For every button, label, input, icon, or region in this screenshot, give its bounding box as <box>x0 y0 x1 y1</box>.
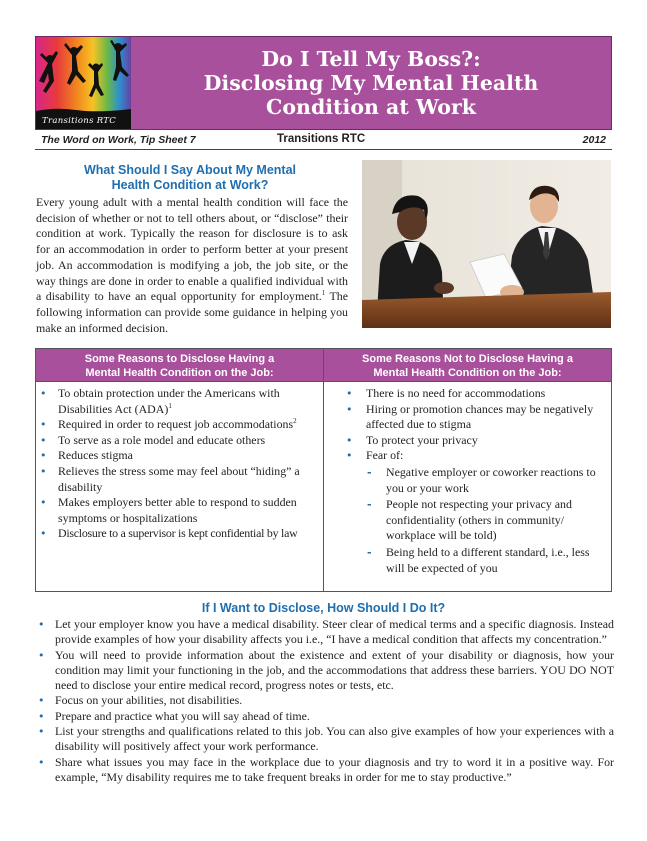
fear-sub-list <box>366 465 607 576</box>
list-item: • Let your employer know you have a medical disability. Steer clear of medical terms and a specific diagnosis. Instead provide examples of how your disability affects you i.e., “I have a medical condition that affects my concentration.” <box>55 617 614 648</box>
item-text: Relieves the stress some may feel about “hiding” a disability <box>58 463 300 494</box>
footnote-ref: 2 <box>293 417 297 426</box>
item-text: Fear of: <box>366 448 404 463</box>
page-title-line-2: Disclosing My Mental Health <box>203 71 539 95</box>
reasons-not-to-disclose-heading <box>324 349 611 382</box>
list-item <box>58 417 319 433</box>
list-item: • You will need to provide information about the existence and extent of your disability or diagnosis, how your condition may limit your functioning in the job, and the accommodations that address these barriers. YOU DO NOT need to disclose your entire medical record, progress notes or tests, etc. <box>55 648 614 694</box>
list-item <box>58 495 319 526</box>
list-item <box>58 526 319 542</box>
intro-paragraph <box>36 195 348 336</box>
intro-heading-line-1: What Should I Say About My Mental <box>83 163 297 177</box>
intro-text-1: Every young adult with a mental health condition will face the decision of whether or not to tell others about, or “disclose” their condition at work. Typically the reason for disclosure is to ask for an accommodation in order to perform better at your present job. An accommodation is modifying a job, the job site, or the way things are done in order to enable a qualified individual with a disability to have an equal opportunity for employment. <box>36 195 348 304</box>
reasons-table <box>35 348 612 592</box>
disclose-heading: If I Want to Disclose, How Should I Do It? <box>201 601 446 615</box>
list-item-fear <box>366 448 607 576</box>
interview-photo <box>362 160 611 328</box>
item-text: Makes employers better able to respond to sudden symptoms or hospitalizations <box>58 495 297 525</box>
reasons-not-to-disclose-list <box>324 382 611 576</box>
transitions-logo <box>36 37 131 129</box>
item-text: To obtain protection under the Americans with Disabilities Act (ADA) <box>58 386 280 416</box>
list-item: • Focus on your abilities, not disabilities. <box>55 693 614 708</box>
job-interview-illustration <box>362 160 611 328</box>
disclose-tips-list <box>36 617 614 785</box>
list-item <box>58 464 319 495</box>
list-item: • To protect your privacy <box>366 433 607 449</box>
footnote-ref: 1 <box>168 401 172 410</box>
list-item: • List your strengths and qualifications related to this job. You can also give examples of how your experiences with a disability will positively affect your work performance. <box>55 724 614 755</box>
intro-text-2: The following information can provide some guidance in helping you make an informed decision. <box>36 289 348 335</box>
list-item: • Hiring or promotion chances may be negatively affected due to stigma <box>366 402 607 433</box>
footnote-ref: 1 <box>321 289 326 298</box>
item-text: To serve as a role model and educate others <box>58 432 266 447</box>
heading-line-2: Mental Health Condition on the Job: <box>85 367 274 379</box>
subheader-bar <box>35 131 612 150</box>
page-title-line-3: Condition at Work <box>266 95 476 119</box>
list-item <box>58 386 319 417</box>
list-item <box>58 448 319 464</box>
sub-list-item: - Being held to a different standard, i.e., less will be expected of you <box>386 545 607 576</box>
intro-heading-line-2: Health Condition at Work? <box>111 177 269 192</box>
reasons-to-disclose-heading <box>36 349 323 382</box>
logo-text: Transitions RTC <box>42 116 117 126</box>
item-text: Required in order to request job accommodations <box>58 417 294 432</box>
item-text: Reduces stigma <box>58 448 133 463</box>
list-item: • Share what issues you may face in the workplace due to your diagnosis and try to word it in a positive way. For example, “My disability requires me to take frequent breaks in order for me to stay productive.” <box>55 755 614 786</box>
title-box <box>131 37 611 129</box>
header-banner <box>35 36 612 130</box>
publication-year: 2012 <box>582 134 606 146</box>
sub-list-item: - People not respecting your privacy and confidentiality (others in community/ workplace will be told) <box>386 497 607 544</box>
organization-name: Transitions RTC <box>277 133 366 145</box>
reasons-not-to-disclose-column <box>323 349 611 591</box>
list-item: • There is no need for accommodations <box>366 386 607 402</box>
sub-list-item: - Negative employer or coworker reactions to you or your work <box>386 465 607 496</box>
list-item <box>58 433 319 449</box>
reasons-to-disclose-column <box>36 349 323 591</box>
page-title-line-1: Do I Tell My Boss?: <box>261 47 481 71</box>
reasons-to-disclose-list <box>36 382 323 542</box>
heading-line-1: Some Reasons to Disclose Having a <box>84 353 275 365</box>
heading-line-2: Mental Health Condition on the Job: <box>373 367 562 379</box>
series-name: The Word on Work, Tip Sheet 7 <box>41 134 196 146</box>
heading-line-1: Some Reasons Not to Disclose Having a <box>362 353 573 365</box>
item-text: Disclosure to a supervisor is kept confidential by law <box>58 526 298 541</box>
intro-heading <box>60 163 320 192</box>
list-item: • Prepare and practice what you will say ahead of time. <box>55 709 614 724</box>
